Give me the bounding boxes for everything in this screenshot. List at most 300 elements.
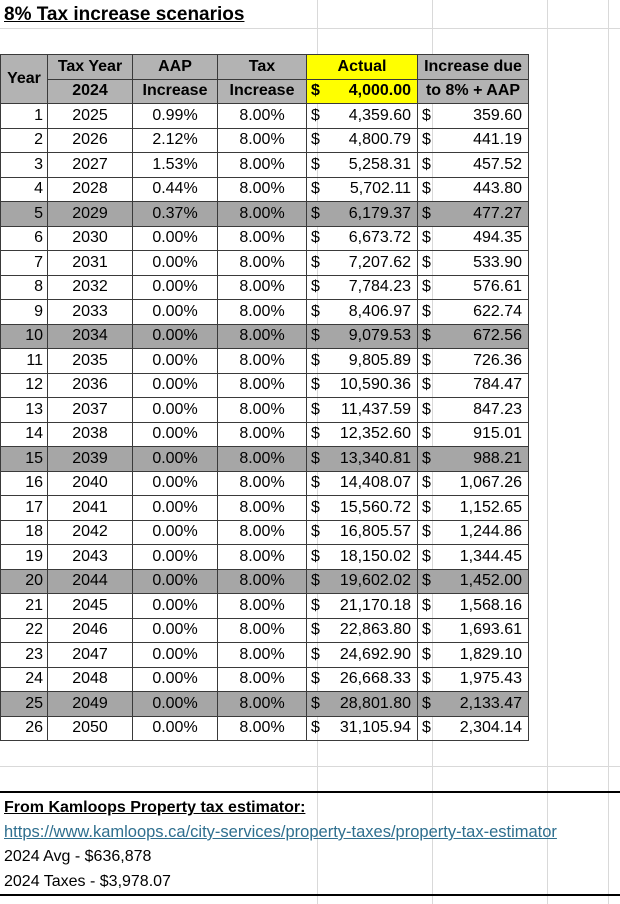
increase-due-cell[interactable] bbox=[418, 104, 529, 129]
increase-due-cell[interactable] bbox=[418, 545, 529, 570]
increase-due-cell[interactable] bbox=[418, 692, 529, 717]
avg-assessment: 2024 Avg - $636,878 bbox=[4, 848, 152, 865]
currency-symbol: $ bbox=[422, 376, 431, 394]
tax-increase-cell[interactable]: 8.00% bbox=[218, 618, 307, 643]
aap-increase-cell[interactable]: 0.00% bbox=[133, 716, 218, 741]
aap-header-sub[interactable]: Increase bbox=[133, 79, 218, 104]
actual-tax-cell[interactable] bbox=[307, 643, 418, 668]
increase-due-cell[interactable] bbox=[418, 398, 529, 423]
footer-bottom-border bbox=[0, 894, 620, 896]
aap-increase-cell[interactable]: 0.00% bbox=[133, 275, 218, 300]
tax-increase-cell[interactable]: 8.00% bbox=[218, 104, 307, 129]
increase-due-amount: 443.80 bbox=[473, 180, 522, 198]
increase-due-cell[interactable] bbox=[418, 422, 529, 447]
footer-separator bbox=[0, 791, 620, 793]
tax-year-cell[interactable]: 2038 bbox=[48, 422, 133, 447]
table-row bbox=[1, 349, 529, 374]
actual-tax-cell[interactable] bbox=[307, 128, 418, 153]
tax-year-cell[interactable]: 2039 bbox=[48, 447, 133, 472]
table-row bbox=[1, 300, 529, 325]
currency-symbol: $ bbox=[311, 180, 320, 198]
currency-symbol: $ bbox=[311, 400, 320, 418]
increase-due-cell[interactable] bbox=[418, 275, 529, 300]
table-row bbox=[1, 128, 529, 153]
year-cell[interactable]: 24 bbox=[1, 667, 48, 692]
year-cell[interactable]: 10 bbox=[1, 324, 48, 349]
currency-symbol: $ bbox=[422, 596, 431, 614]
grid-line bbox=[608, 0, 609, 904]
aap-increase-cell[interactable]: 0.00% bbox=[133, 520, 218, 545]
year-cell[interactable]: 13 bbox=[1, 398, 48, 423]
currency-symbol: $ bbox=[311, 425, 320, 443]
actual-tax-amount: 10,590.36 bbox=[339, 376, 411, 394]
tax-year-cell[interactable]: 2048 bbox=[48, 667, 133, 692]
increase-due-cell[interactable] bbox=[418, 128, 529, 153]
aap-increase-cell[interactable]: 0.00% bbox=[133, 324, 218, 349]
tax-year-cell[interactable]: 2029 bbox=[48, 202, 133, 227]
currency-symbol: $ bbox=[311, 694, 320, 712]
actual-tax-amount: 5,702.11 bbox=[349, 180, 411, 198]
base-year-cell[interactable]: 2024 bbox=[48, 79, 133, 104]
actual-tax-amount: 8,406.97 bbox=[348, 302, 411, 320]
year-cell[interactable]: 12 bbox=[1, 373, 48, 398]
aap-increase-cell[interactable]: 0.00% bbox=[133, 251, 218, 276]
tax-increase-cell[interactable]: 8.00% bbox=[218, 422, 307, 447]
actual-tax-cell[interactable] bbox=[307, 618, 418, 643]
currency-symbol: $ bbox=[311, 449, 320, 467]
actual-tax-cell[interactable] bbox=[307, 520, 418, 545]
aap-increase-cell[interactable]: 0.00% bbox=[133, 447, 218, 472]
table-row bbox=[1, 373, 529, 398]
actual-tax-cell[interactable] bbox=[307, 324, 418, 349]
year-cell[interactable]: 23 bbox=[1, 643, 48, 668]
currency-symbol: $ bbox=[422, 351, 431, 369]
currency-symbol: $ bbox=[311, 621, 320, 639]
aap-increase-cell[interactable]: 0.00% bbox=[133, 569, 218, 594]
aap-increase-cell[interactable]: 0.00% bbox=[133, 300, 218, 325]
actual-tax-amount: 7,207.62 bbox=[348, 253, 411, 271]
year-cell[interactable]: 14 bbox=[1, 422, 48, 447]
increase-due-cell[interactable] bbox=[418, 226, 529, 251]
actual-tax-cell[interactable] bbox=[307, 275, 418, 300]
increase-due-amount: 494.35 bbox=[473, 229, 522, 247]
increase-due-cell[interactable] bbox=[418, 594, 529, 619]
increase-due-amount: 1,344.45 bbox=[459, 547, 522, 565]
table-row bbox=[1, 716, 529, 741]
currency-symbol: $ bbox=[422, 523, 431, 541]
tax-increase-cell[interactable]: 8.00% bbox=[218, 471, 307, 496]
actual-tax-amount: 6,179.37 bbox=[348, 204, 411, 222]
tax-increase-cell[interactable]: 8.00% bbox=[218, 275, 307, 300]
actual-tax-cell[interactable] bbox=[307, 692, 418, 717]
table-row bbox=[1, 104, 529, 129]
year-cell[interactable]: 9 bbox=[1, 300, 48, 325]
increase-due-cell[interactable] bbox=[418, 643, 529, 668]
tax-year-cell[interactable]: 2046 bbox=[48, 618, 133, 643]
tax-increase-cell[interactable]: 8.00% bbox=[218, 349, 307, 374]
currency-symbol: $ bbox=[311, 547, 320, 565]
currency-symbol: $ bbox=[311, 719, 320, 737]
aap-increase-cell[interactable]: 0.00% bbox=[133, 226, 218, 251]
currency-symbol: $ bbox=[311, 106, 320, 124]
table-row bbox=[1, 251, 529, 276]
tax-increase-cell[interactable]: 8.00% bbox=[218, 202, 307, 227]
actual-tax-amount: 22,863.80 bbox=[339, 621, 411, 639]
table-row bbox=[1, 545, 529, 570]
currency-symbol: $ bbox=[422, 327, 431, 345]
year-cell[interactable]: 7 bbox=[1, 251, 48, 276]
actual-tax-amount: 14,408.07 bbox=[339, 474, 411, 492]
increase-due-amount: 1,244.86 bbox=[459, 523, 522, 541]
year-cell[interactable]: 18 bbox=[1, 520, 48, 545]
aap-increase-cell[interactable]: 0.00% bbox=[133, 667, 218, 692]
year-cell[interactable]: 20 bbox=[1, 569, 48, 594]
aap-increase-cell[interactable]: 1.53% bbox=[133, 153, 218, 178]
increase-due-cell[interactable] bbox=[418, 716, 529, 741]
table-row bbox=[1, 692, 529, 717]
currency-symbol: $ bbox=[422, 204, 431, 222]
increase-due-cell[interactable] bbox=[418, 618, 529, 643]
table-row bbox=[1, 398, 529, 423]
table-row bbox=[1, 643, 529, 668]
tax-year-cell[interactable]: 2036 bbox=[48, 373, 133, 398]
year-cell[interactable]: 3 bbox=[1, 153, 48, 178]
tax-increase-cell[interactable]: 8.00% bbox=[218, 128, 307, 153]
increase-due-amount: 1,452.00 bbox=[459, 572, 522, 590]
increase-due-cell[interactable] bbox=[418, 177, 529, 202]
currency-symbol: $ bbox=[422, 302, 431, 320]
tax-year-cell[interactable]: 2030 bbox=[48, 226, 133, 251]
currency-symbol: $ bbox=[311, 155, 320, 173]
tax-increase-cell[interactable]: 8.00% bbox=[218, 373, 307, 398]
increase-due-cell[interactable] bbox=[418, 520, 529, 545]
tax-increase-cell[interactable]: 8.00% bbox=[218, 520, 307, 545]
base-tax-amount: 4,000.00 bbox=[348, 82, 411, 100]
tax-year-cell[interactable]: 2041 bbox=[48, 496, 133, 521]
tax-increase-cell[interactable]: 8.00% bbox=[218, 251, 307, 276]
grid-line bbox=[547, 0, 548, 904]
year-cell[interactable]: 2 bbox=[1, 128, 48, 153]
currency-symbol: $ bbox=[311, 351, 320, 369]
currency-symbol: $ bbox=[422, 253, 431, 271]
tax-year-header[interactable]: Tax Year bbox=[48, 55, 133, 80]
year-cell[interactable]: 17 bbox=[1, 496, 48, 521]
tax-year-cell[interactable]: 2035 bbox=[48, 349, 133, 374]
actual-tax-amount: 6,673.72 bbox=[348, 229, 411, 247]
currency-symbol: $ bbox=[311, 327, 320, 345]
year-header[interactable]: Year bbox=[1, 55, 48, 104]
actual-tax-cell[interactable] bbox=[307, 300, 418, 325]
grid-line bbox=[0, 28, 620, 29]
tax-year-cell[interactable]: 2045 bbox=[48, 594, 133, 619]
aap-header[interactable]: AAP bbox=[133, 55, 218, 80]
currency-symbol: $ bbox=[311, 376, 320, 394]
tax-year-cell[interactable]: 2027 bbox=[48, 153, 133, 178]
currency-symbol: $ bbox=[311, 498, 320, 516]
tax-increase-cell[interactable]: 8.00% bbox=[218, 667, 307, 692]
currency-symbol: $ bbox=[311, 278, 320, 296]
year-cell[interactable]: 4 bbox=[1, 177, 48, 202]
currency-symbol: $ bbox=[422, 694, 431, 712]
year-cell[interactable]: 16 bbox=[1, 471, 48, 496]
aap-increase-cell[interactable]: 0.00% bbox=[133, 398, 218, 423]
increase-due-cell[interactable] bbox=[418, 569, 529, 594]
increase-due-amount: 359.60 bbox=[473, 106, 522, 124]
year-cell[interactable]: 22 bbox=[1, 618, 48, 643]
tax-year-cell[interactable]: 2047 bbox=[48, 643, 133, 668]
actual-tax-cell[interactable] bbox=[307, 545, 418, 570]
table-row bbox=[1, 226, 529, 251]
table-row bbox=[1, 520, 529, 545]
sheet-title: 8% Tax increase scenarios bbox=[4, 4, 245, 25]
increase-due-amount: 477.27 bbox=[473, 204, 522, 222]
tax-year-cell[interactable]: 2031 bbox=[48, 251, 133, 276]
currency-symbol: $ bbox=[422, 547, 431, 565]
actual-tax-cell[interactable] bbox=[307, 104, 418, 129]
aap-increase-cell[interactable]: 0.00% bbox=[133, 594, 218, 619]
currency-symbol: $ bbox=[311, 204, 320, 222]
aap-increase-cell[interactable]: 0.00% bbox=[133, 618, 218, 643]
currency-symbol: $ bbox=[422, 425, 431, 443]
actual-tax-cell[interactable] bbox=[307, 349, 418, 374]
currency-symbol: $ bbox=[422, 180, 431, 198]
currency-symbol: $ bbox=[422, 278, 431, 296]
currency-symbol: $ bbox=[422, 572, 431, 590]
table-row bbox=[1, 618, 529, 643]
actual-tax-cell[interactable] bbox=[307, 226, 418, 251]
actual-tax-amount: 12,352.60 bbox=[339, 425, 411, 443]
currency-symbol: $ bbox=[422, 449, 431, 467]
aap-increase-cell[interactable]: 0.00% bbox=[133, 496, 218, 521]
increase-due-amount: 847.23 bbox=[473, 400, 522, 418]
tax-increase-cell[interactable]: 8.00% bbox=[218, 226, 307, 251]
footer-heading: From Kamloops Property tax estimator: bbox=[4, 799, 306, 816]
table-row bbox=[1, 422, 529, 447]
increase-due-amount: 1,152.65 bbox=[459, 498, 522, 516]
actual-tax-amount: 11,437.59 bbox=[341, 400, 411, 418]
table-row bbox=[1, 275, 529, 300]
estimator-link[interactable]: https://www.kamloops.ca/city-services/property-taxes/property-tax-estimator bbox=[4, 823, 557, 841]
aap-increase-cell[interactable]: 0.99% bbox=[133, 104, 218, 129]
year-cell[interactable]: 8 bbox=[1, 275, 48, 300]
grid-line bbox=[0, 766, 620, 767]
increase-due-cell[interactable] bbox=[418, 324, 529, 349]
actual-tax-amount: 18,150.02 bbox=[339, 547, 411, 565]
currency-symbol: $ bbox=[422, 621, 431, 639]
increase-due-cell[interactable] bbox=[418, 251, 529, 276]
increase-due-cell[interactable] bbox=[418, 471, 529, 496]
currency-symbol: $ bbox=[311, 474, 320, 492]
currency-symbol: $ bbox=[311, 302, 320, 320]
year-cell[interactable]: 19 bbox=[1, 545, 48, 570]
increase-due-amount: 576.61 bbox=[473, 278, 522, 296]
increase-due-amount: 1,568.16 bbox=[459, 596, 522, 614]
increase-due-cell[interactable] bbox=[418, 496, 529, 521]
currency-symbol: $ bbox=[311, 596, 320, 614]
tax-year-cell[interactable]: 2037 bbox=[48, 398, 133, 423]
table-row bbox=[1, 667, 529, 692]
table-row bbox=[1, 594, 529, 619]
actual-tax-amount: 9,079.53 bbox=[348, 327, 411, 345]
table-row bbox=[1, 471, 529, 496]
tax-year-cell[interactable]: 2044 bbox=[48, 569, 133, 594]
increase-due-amount: 2,133.47 bbox=[459, 694, 522, 712]
year-cell[interactable]: 1 bbox=[1, 104, 48, 129]
tax-increase-cell[interactable]: 8.00% bbox=[218, 545, 307, 570]
actual-tax-amount: 16,805.57 bbox=[339, 523, 411, 541]
tax-year-cell[interactable]: 2032 bbox=[48, 275, 133, 300]
actual-tax-amount: 5,258.31 bbox=[348, 155, 411, 173]
actual-tax-cell[interactable] bbox=[307, 447, 418, 472]
increase-due-amount: 622.74 bbox=[473, 302, 522, 320]
year-cell[interactable]: 26 bbox=[1, 716, 48, 741]
increase-due-amount: 784.47 bbox=[473, 376, 522, 394]
currency-symbol: $ bbox=[422, 719, 431, 737]
actual-header[interactable]: Actual bbox=[307, 55, 418, 80]
currency-symbol: $ bbox=[311, 229, 320, 247]
actual-tax-amount: 4,359.60 bbox=[348, 106, 411, 124]
base-tax-cell[interactable] bbox=[307, 79, 418, 104]
tax-increase-cell[interactable]: 8.00% bbox=[218, 398, 307, 423]
tax-year-cell[interactable]: 2025 bbox=[48, 104, 133, 129]
aap-increase-cell[interactable]: 0.00% bbox=[133, 643, 218, 668]
actual-tax-cell[interactable] bbox=[307, 251, 418, 276]
aap-increase-cell[interactable]: 0.00% bbox=[133, 373, 218, 398]
increase-due-amount: 726.36 bbox=[473, 351, 522, 369]
tax-year-cell[interactable]: 2033 bbox=[48, 300, 133, 325]
actual-tax-amount: 28,801.80 bbox=[339, 694, 411, 712]
aap-increase-cell[interactable]: 0.00% bbox=[133, 692, 218, 717]
actual-tax-cell[interactable] bbox=[307, 202, 418, 227]
tax-increase-cell[interactable]: 8.00% bbox=[218, 153, 307, 178]
currency-symbol: $ bbox=[422, 106, 431, 124]
actual-tax-cell[interactable] bbox=[307, 716, 418, 741]
increase-due-cell[interactable] bbox=[418, 202, 529, 227]
tax-increase-cell[interactable]: 8.00% bbox=[218, 496, 307, 521]
table-row bbox=[1, 496, 529, 521]
aap-increase-cell[interactable]: 0.00% bbox=[133, 471, 218, 496]
year-cell[interactable]: 5 bbox=[1, 202, 48, 227]
increase-due-amount: 1,829.10 bbox=[459, 645, 522, 663]
tax-increase-cell[interactable]: 8.00% bbox=[218, 716, 307, 741]
actual-tax-amount: 13,340.81 bbox=[339, 449, 411, 467]
year-cell[interactable]: 11 bbox=[1, 349, 48, 374]
increase-due-cell[interactable] bbox=[418, 349, 529, 374]
increase-due-cell[interactable] bbox=[418, 300, 529, 325]
aap-increase-cell[interactable]: 0.00% bbox=[133, 349, 218, 374]
actual-tax-cell[interactable] bbox=[307, 471, 418, 496]
currency-symbol: $ bbox=[311, 82, 320, 100]
tax-year-cell[interactable]: 2050 bbox=[48, 716, 133, 741]
increase-due-header-sub[interactable]: to 8% + AAP bbox=[418, 79, 529, 104]
header-row-top bbox=[1, 55, 529, 80]
tax-increase-cell[interactable]: 8.00% bbox=[218, 594, 307, 619]
table-row bbox=[1, 177, 529, 202]
tax-increase-cell[interactable]: 8.00% bbox=[218, 643, 307, 668]
actual-tax-amount: 21,170.18 bbox=[339, 596, 411, 614]
table-row bbox=[1, 447, 529, 472]
actual-tax-amount: 15,560.72 bbox=[339, 498, 411, 516]
tax-increase-cell[interactable]: 8.00% bbox=[218, 569, 307, 594]
tax-increase-cell[interactable]: 8.00% bbox=[218, 177, 307, 202]
currency-symbol: $ bbox=[311, 670, 320, 688]
currency-symbol: $ bbox=[311, 131, 320, 149]
actual-tax-cell[interactable] bbox=[307, 422, 418, 447]
increase-due-amount: 1,067.26 bbox=[459, 474, 522, 492]
tax-year-cell[interactable]: 2028 bbox=[48, 177, 133, 202]
table-row bbox=[1, 202, 529, 227]
tax-header-sub[interactable]: Increase bbox=[218, 79, 307, 104]
actual-tax-cell[interactable] bbox=[307, 177, 418, 202]
increase-due-header[interactable]: Increase due bbox=[418, 55, 529, 80]
table-row bbox=[1, 153, 529, 178]
tax-year-cell[interactable]: 2043 bbox=[48, 545, 133, 570]
aap-increase-cell[interactable]: 0.00% bbox=[133, 422, 218, 447]
tax-increase-cell[interactable]: 8.00% bbox=[218, 447, 307, 472]
increase-due-cell[interactable] bbox=[418, 373, 529, 398]
actual-tax-cell[interactable] bbox=[307, 373, 418, 398]
increase-due-cell[interactable] bbox=[418, 667, 529, 692]
year-cell[interactable]: 25 bbox=[1, 692, 48, 717]
actual-tax-cell[interactable] bbox=[307, 153, 418, 178]
actual-tax-cell[interactable] bbox=[307, 569, 418, 594]
currency-symbol: $ bbox=[311, 645, 320, 663]
tax-year-cell[interactable]: 2049 bbox=[48, 692, 133, 717]
tax-header[interactable]: Tax bbox=[218, 55, 307, 80]
increase-due-cell[interactable] bbox=[418, 447, 529, 472]
tax-year-cell[interactable]: 2026 bbox=[48, 128, 133, 153]
table-row bbox=[1, 324, 529, 349]
tax-increase-cell[interactable]: 8.00% bbox=[218, 692, 307, 717]
currency-symbol: $ bbox=[311, 572, 320, 590]
year-cell[interactable]: 6 bbox=[1, 226, 48, 251]
actual-tax-amount: 19,602.02 bbox=[339, 572, 411, 590]
actual-tax-amount: 24,692.90 bbox=[339, 645, 411, 663]
actual-tax-cell[interactable] bbox=[307, 398, 418, 423]
currency-symbol: $ bbox=[422, 131, 431, 149]
currency-symbol: $ bbox=[311, 523, 320, 541]
aap-increase-cell[interactable]: 2.12% bbox=[133, 128, 218, 153]
currency-symbol: $ bbox=[422, 474, 431, 492]
year-cell[interactable]: 21 bbox=[1, 594, 48, 619]
currency-symbol: $ bbox=[422, 229, 431, 247]
aap-increase-cell[interactable]: 0.44% bbox=[133, 177, 218, 202]
increase-due-cell[interactable] bbox=[418, 153, 529, 178]
actual-tax-cell[interactable] bbox=[307, 594, 418, 619]
currency-symbol: $ bbox=[311, 253, 320, 271]
actual-tax-amount: 4,800.79 bbox=[348, 131, 411, 149]
increase-due-amount: 672.56 bbox=[473, 327, 522, 345]
currency-symbol: $ bbox=[422, 400, 431, 418]
currency-symbol: $ bbox=[422, 155, 431, 173]
year-cell[interactable]: 15 bbox=[1, 447, 48, 472]
actual-tax-cell[interactable] bbox=[307, 496, 418, 521]
tax-increase-cell[interactable]: 8.00% bbox=[218, 324, 307, 349]
increase-due-amount: 1,693.61 bbox=[459, 621, 522, 639]
aap-increase-cell[interactable]: 0.37% bbox=[133, 202, 218, 227]
tax-year-cell[interactable]: 2040 bbox=[48, 471, 133, 496]
tax-year-cell[interactable]: 2034 bbox=[48, 324, 133, 349]
tax-year-cell[interactable]: 2042 bbox=[48, 520, 133, 545]
avg-taxes: 2024 Taxes - $3,978.07 bbox=[4, 873, 171, 890]
currency-symbol: $ bbox=[422, 670, 431, 688]
increase-due-amount: 533.90 bbox=[473, 253, 522, 271]
actual-tax-cell[interactable] bbox=[307, 667, 418, 692]
currency-symbol: $ bbox=[422, 498, 431, 516]
scenario-table bbox=[0, 54, 529, 741]
tax-increase-cell[interactable]: 8.00% bbox=[218, 300, 307, 325]
aap-increase-cell[interactable]: 0.00% bbox=[133, 545, 218, 570]
